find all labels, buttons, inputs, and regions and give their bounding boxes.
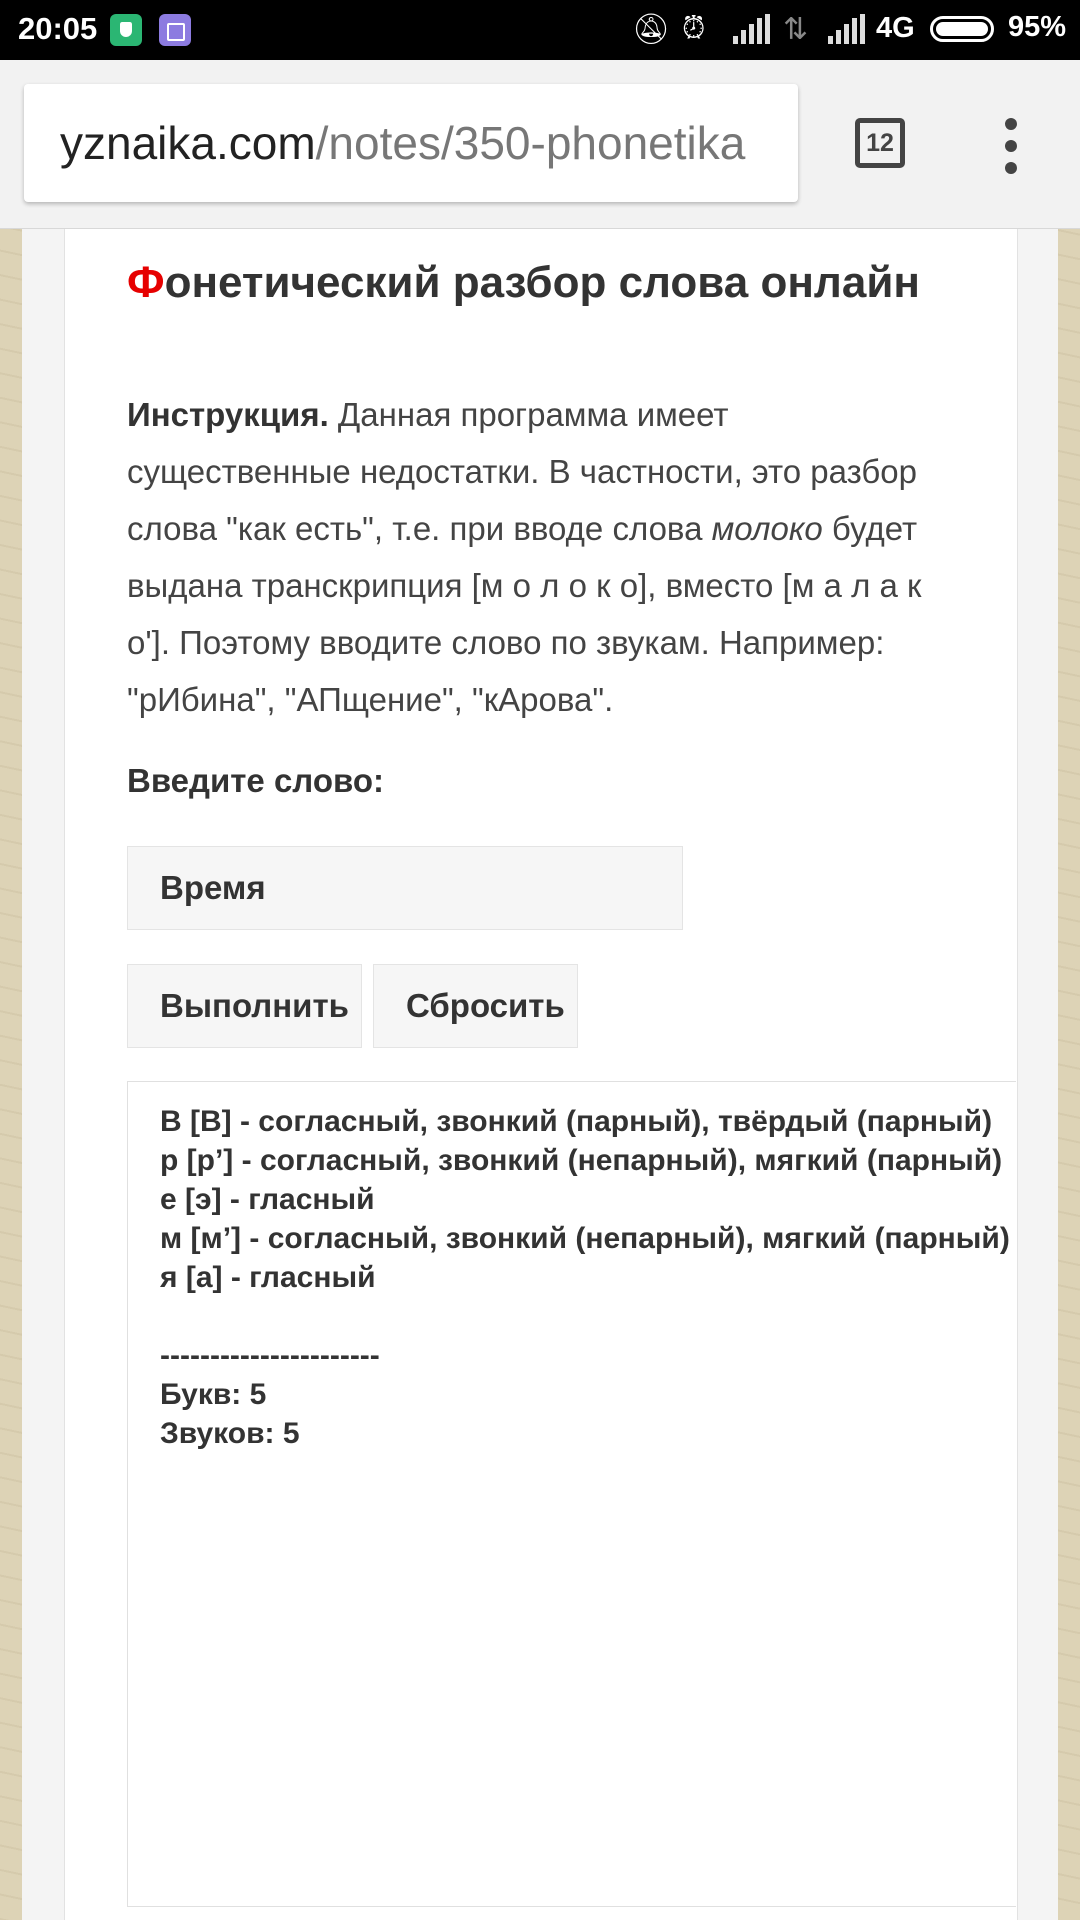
result-line: р [р’] - согласный, звонкий (непарный), мягкий (парный) (160, 1144, 1003, 1177)
instruction-part-1: Данная программа имеет существенные недостатки. В частности, это разбор слова "как есть", т.е. при вводе слова (127, 396, 917, 547)
signal-icon-2 (828, 14, 868, 44)
battery-percent: 95% (1008, 11, 1067, 43)
battery-icon (930, 16, 994, 42)
result-line (160, 1297, 1016, 1336)
shield-app-icon (110, 14, 142, 46)
reset-button[interactable]: Сбросить (373, 964, 578, 1048)
result-line: Звуков: 5 (160, 1417, 300, 1450)
signal-icon (733, 14, 773, 44)
status-time: 20:05 (18, 11, 98, 46)
browser-toolbar (0, 60, 1080, 229)
menu-icon[interactable] (1000, 118, 1022, 174)
word-input-label: Введите слово: (127, 762, 384, 799)
status-bar (0, 0, 1080, 60)
result-line: В [В] - согласный, звонкий (парный), твёрдый (парный) (160, 1105, 993, 1138)
result-line: Букв: 5 (160, 1378, 267, 1411)
result-line: ---------------------- (160, 1339, 380, 1372)
url-domain: yznaika.com (60, 117, 316, 169)
instruction-label: Инструкция. (127, 396, 329, 433)
network-type: 4G (876, 12, 915, 44)
instruction-text (127, 386, 957, 728)
tab-switcher-button[interactable]: 12 (855, 118, 905, 168)
result-line: е [э] - гласный (160, 1183, 375, 1216)
data-transfer-icon: ⇅ (783, 13, 809, 46)
title-first-letter: Ф (127, 258, 165, 307)
app-notification-icon (159, 14, 191, 46)
word-input[interactable] (127, 846, 683, 930)
bell-off-icon: 🔕︎ (632, 13, 671, 46)
result-line: м [м’] - согласный, звонкий (непарный), мягкий (парный) (160, 1222, 1010, 1255)
result-line: я [а] - гласный (160, 1261, 376, 1294)
result-output[interactable] (127, 1081, 1016, 1907)
instruction-part-2: будет выдана транскрипция [м о л о к о], вместо [м а л а к о']. Поэтому вводите слово по звукам. Например: "рИбина", "АПщение", "кАрова". (127, 510, 922, 718)
page-title (127, 258, 920, 308)
run-button[interactable]: Выполнить (127, 964, 362, 1048)
instruction-italic-word: молоко (711, 510, 823, 547)
title-rest: онетический разбор слова онлайн (164, 258, 920, 307)
alarm-icon: ⏰︎ (682, 12, 706, 45)
url-bar[interactable] (24, 84, 798, 202)
url-path: /notes/350-phonetika (315, 117, 746, 169)
